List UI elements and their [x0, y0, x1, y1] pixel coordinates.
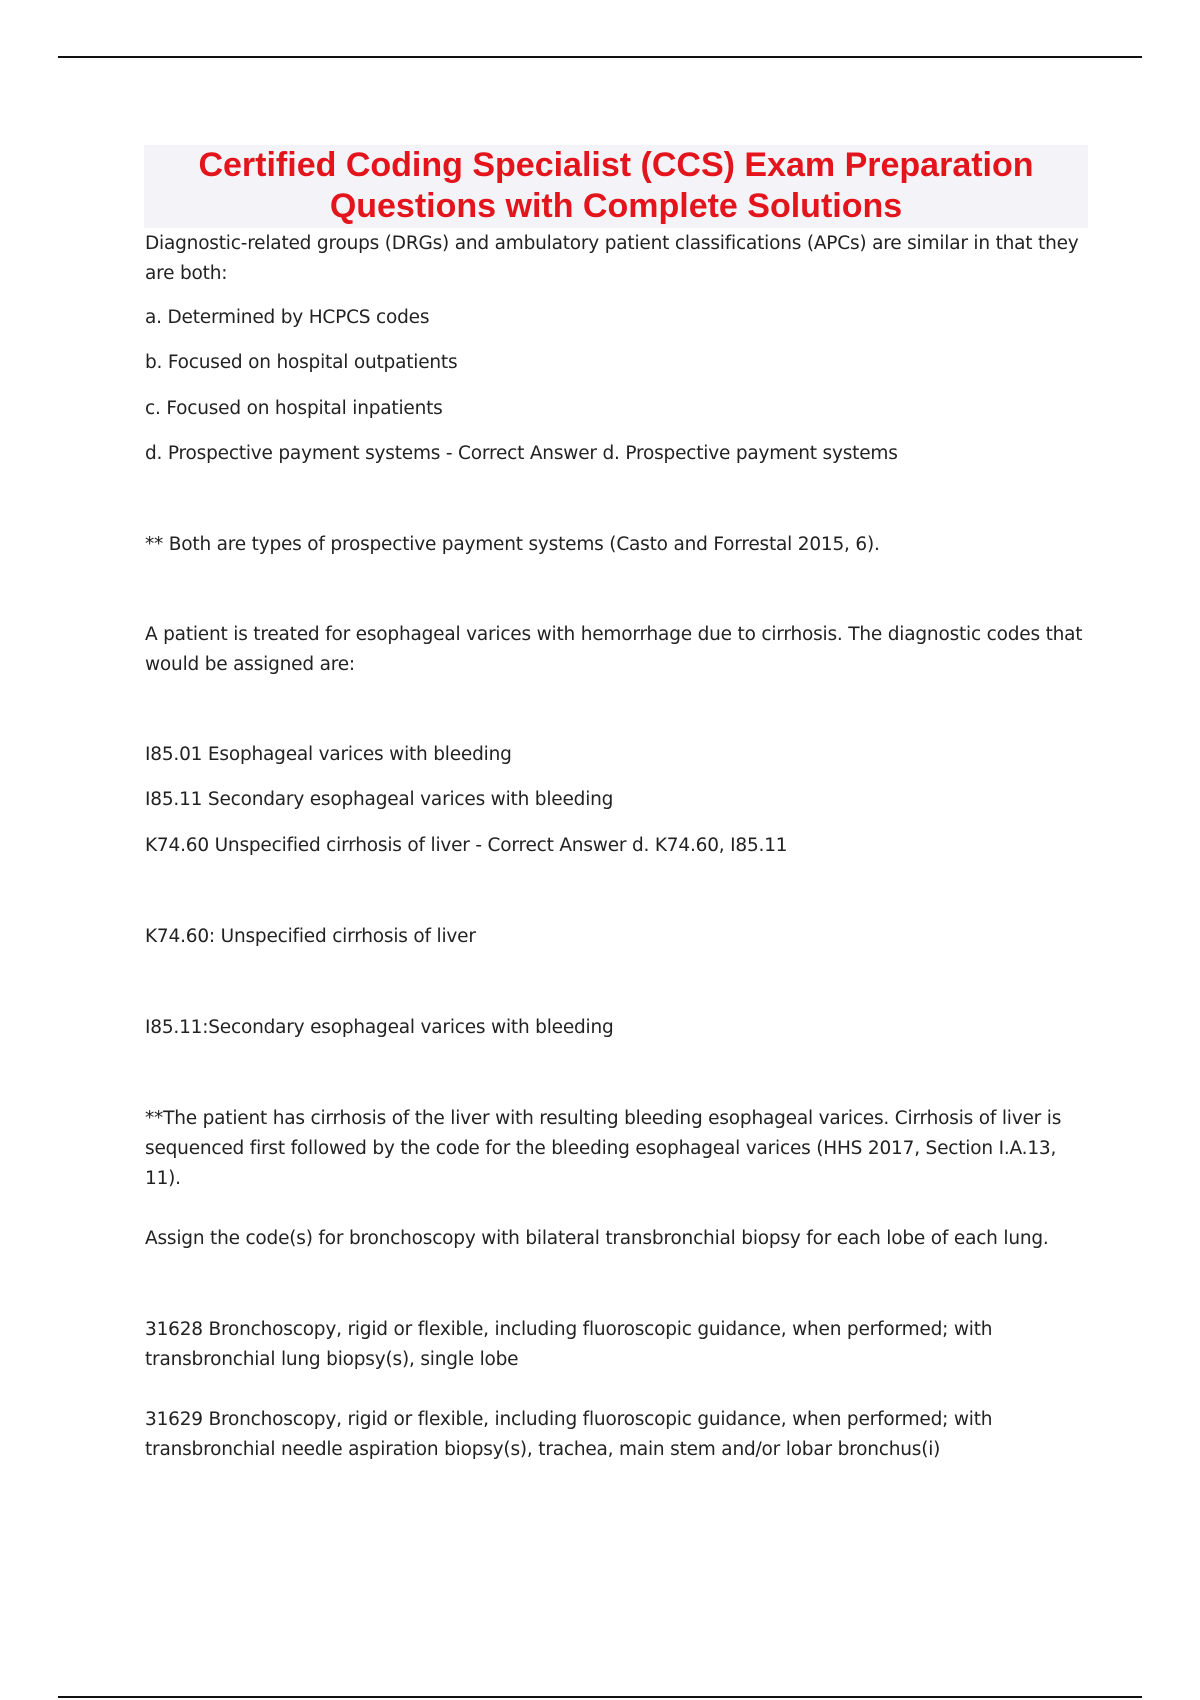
q1-option-a: a. Determined by HCPCS codes	[145, 307, 430, 328]
document-title	[144, 145, 1088, 228]
q3-code-2: 31629 Bronchoscopy, rigid or flexible, including fluoroscopic guidance, when performed; with transbronchial needle aspiration biopsy(s), trachea, main stem and/or lobar bronchus(i)	[145, 1409, 993, 1460]
q2-code-2: I85.11 Secondary esophageal varices with bleeding	[145, 789, 614, 810]
q1-option-d-answer: d. Prospective payment systems - Correct Answer d. Prospective payment systems	[145, 443, 898, 464]
title-line-1: Certified Coding Specialist (CCS) Exam Preparation	[198, 146, 1034, 184]
q2-explain-2: I85.11:Secondary esophageal varices with bleeding	[145, 1017, 614, 1038]
q1-option-b: b. Focused on hospital outpatients	[145, 352, 458, 373]
bottom-rule	[58, 1696, 1142, 1698]
q2-code-3-answer: K74.60 Unspecified cirrhosis of liver - Correct Answer d. K74.60, I85.11	[145, 835, 788, 856]
top-rule	[58, 56, 1142, 58]
q3-code-1: 31628 Bronchoscopy, rigid or flexible, including fluoroscopic guidance, when performed; with transbronchial lung biopsy(s), single lobe	[145, 1319, 993, 1370]
q1-rationale: ** Both are types of prospective payment systems (Casto and Forrestal 2015, 6).	[145, 534, 880, 555]
q1-question: Diagnostic-related groups (DRGs) and ambulatory patient classifications (APCs) are similar in that they are both:	[145, 233, 1079, 284]
q1-option-c: c. Focused on hospital inpatients	[145, 398, 443, 419]
q2-explain-1: K74.60: Unspecified cirrhosis of liver	[145, 926, 476, 947]
q2-question: A patient is treated for esophageal varices with hemorrhage due to cirrhosis. The diagnostic codes that would be assigned are:	[145, 624, 1083, 675]
q2-rationale: **The patient has cirrhosis of the liver with resulting bleeding esophageal varices. Cirrhosis of liver is sequenced first followed by the code for the bleeding esophageal varices (HHS 2017, Section I.A.13, 11).	[145, 1108, 1062, 1189]
q2-code-1: I85.01 Esophageal varices with bleeding	[145, 744, 512, 765]
q3-question: Assign the code(s) for bronchoscopy with bilateral transbronchial biopsy for each lobe of each lung.	[145, 1228, 1049, 1249]
title-line-2: Questions with Complete Solutions	[329, 187, 903, 225]
